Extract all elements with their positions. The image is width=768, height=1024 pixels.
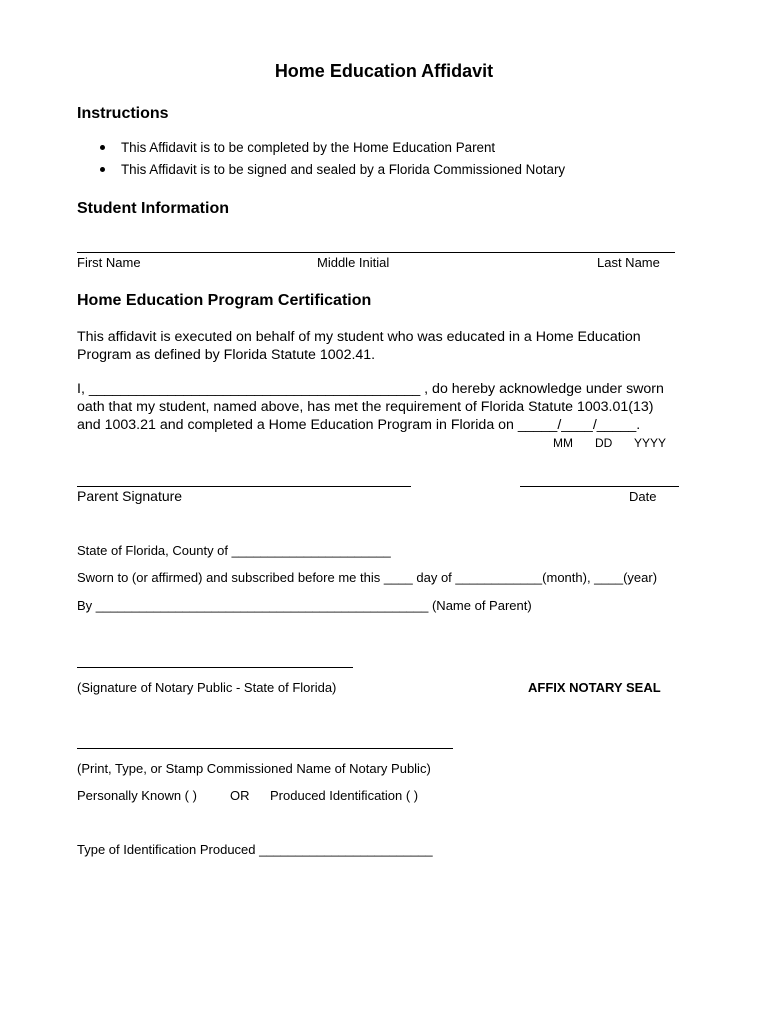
produced-identification-option[interactable]: Produced Identification ( ) [270, 788, 419, 803]
parent-signature-line[interactable] [77, 486, 411, 487]
county-line: State of Florida, County of ______________________ [77, 543, 391, 558]
acknowledgement-line: and 1003.21 and completed a Home Education Program in Florida on _____/____/_____. [77, 417, 641, 433]
date-line[interactable] [520, 486, 679, 487]
acknowledgement-line: I, __________________________________________ , do hereby acknowledge under sworn [77, 381, 664, 397]
document-title: Home Education Affidavit [274, 61, 494, 81]
personally-known-option[interactable]: Personally Known ( ) [77, 788, 197, 803]
date-label: Date [629, 489, 657, 504]
month-label: MM [553, 436, 573, 450]
identification-type-line: Type of Identification Produced ________________________ [77, 842, 433, 857]
last-name-label: Last Name [597, 255, 660, 270]
sworn-line: Sworn to (or affirmed) and subscribed before me this ____ day of ____________(month), ____(year) [77, 570, 658, 585]
notary-signature-line[interactable] [77, 667, 353, 668]
certification-paragraph-line: This affidavit is executed on behalf of my student who was educated in a Home Education [77, 329, 641, 345]
student-name-line[interactable] [77, 252, 675, 253]
certification-heading: Home Education Program Certification [77, 292, 372, 309]
instruction-item: This Affidavit is to be completed by the Home Education Parent [77, 139, 565, 161]
acknowledgement-line: oath that my student, named above, has met the requirement of Florida Statute 1003.01(13) [77, 399, 654, 415]
or-label: OR [230, 788, 250, 803]
year-label: YYYY [634, 436, 667, 450]
by-line: By ______________________________________________ (Name of Parent) [77, 598, 532, 613]
certification-paragraph-line: Program as defined by Florida Statute 1002.41. [77, 347, 376, 363]
first-name-label: First Name [77, 255, 141, 270]
notary-signature-label: (Signature of Notary Public - State of Florida) [77, 680, 337, 695]
instructions-heading: Instructions [77, 105, 169, 122]
instructions-list [77, 139, 565, 183]
notary-name-label: (Print, Type, or Stamp Commissioned Name of Notary Public) [77, 761, 431, 776]
notary-name-line[interactable] [77, 748, 453, 749]
parent-signature-label: Parent Signature [77, 488, 183, 504]
instruction-item: This Affidavit is to be signed and sealed by a Florida Commissioned Notary [77, 161, 565, 183]
notary-seal-label: AFFIX NOTARY SEAL [528, 680, 661, 695]
day-label: DD [595, 436, 613, 450]
student-info-heading: Student Information [77, 200, 229, 217]
middle-initial-label: Middle Initial [317, 255, 390, 270]
